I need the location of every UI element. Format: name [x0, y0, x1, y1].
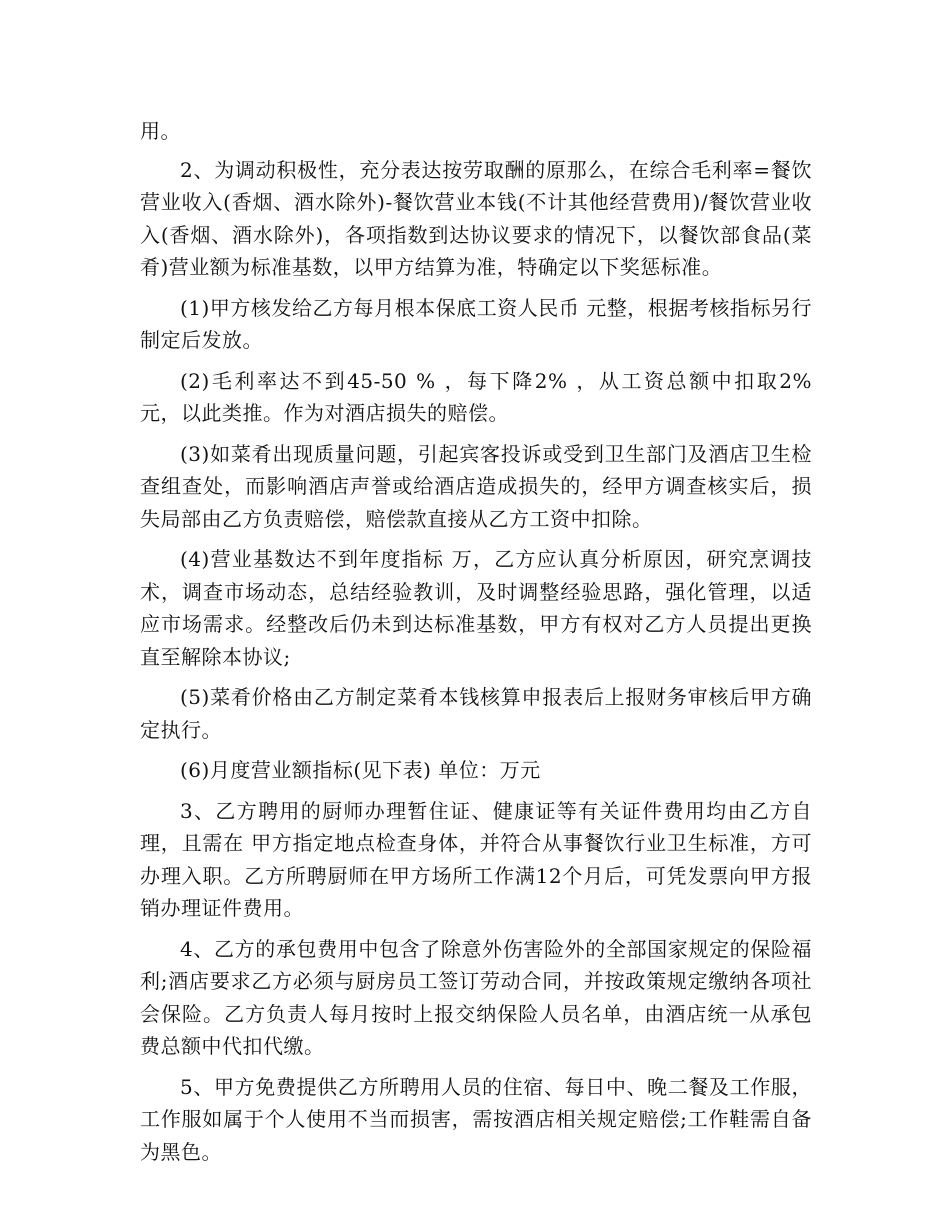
- paragraph-item-3: (3)如菜肴出现质量问题，引起宾客投诉或受到卫生部门及酒店卫生检查组查处，而影响酒店声誉或给酒店造成损失的，经甲方调查核实后，损失局部由乙方负责赔偿，赔偿款直接从乙方工资中扣除。: [140, 441, 812, 531]
- document-body: [140, 115, 812, 1176]
- paragraph-item-5: (5)菜肴价格由乙方制定菜肴本钱核算申报表后上报财务审核后甲方确定执行。: [140, 685, 812, 742]
- paragraph-clause-4: 4、乙方的承包费用中包含了除意外伤害险外的全部国家规定的保险福利;酒店要求乙方必须与厨房员工签订劳动合同，并按政策规定缴纳各项社会保险。乙方负责人每月按时上报交纳保险人员名单，由酒店统一从承包费总额中代扣代缴。: [140, 936, 812, 1058]
- paragraph-clause-2: 2、为调动积极性，充分表达按劳取酬的原那么，在综合毛利率=餐饮营业收入(香烟、酒水除外)-餐饮营业本钱(不计其他经营费用)/餐饮营业收入(香烟、酒水除外)，各项指数到达协议要求的情况下，以餐饮部食品(菜肴)营业额为标准基数，以甲方结算为准，特确定以下奖惩标准。: [140, 157, 812, 279]
- paragraph-clause-3: 3、乙方聘用的厨师办理暂住证、健康证等有关证件费用均由乙方自理，且需在 甲方指定地点检查身体，并符合从事餐饮行业卫生标准，方可办理入职。乙方所聘厨师在甲方场所工作满12个月后，可凭发票向甲方报销办理证件费用。: [140, 798, 812, 920]
- paragraph-item-1: (1)甲方核发给乙方每月根本保底工资人民币 元整，根据考核指标另行制定后发放。: [140, 295, 812, 352]
- paragraph-clause-5: 5、甲方免费提供乙方所聘用人员的住宿、每日中、晚二餐及工作服，工作服如属于个人使用不当而损害，需按酒店相关规定赔偿;工作鞋需自备为黑色。: [140, 1074, 812, 1164]
- paragraph-item-6: (6)月度营业额指标(见下表) 单位：万元: [180, 758, 541, 782]
- paragraph-item-2: (2)毛利率达不到45-50 % ，每下降2% ，从工资总额中扣取2% 元，以此类推。作为对酒店损失的赔偿。: [140, 368, 812, 425]
- paragraph-continuation: 用。: [140, 119, 181, 143]
- paragraph-item-4: (4)营业基数达不到年度指标 万，乙方应认真分析原因，研究烹调技术，调查市场动态，总结经验教训，及时调整经验思路，强化管理，以适应市场需求。经整改后仍未到达标准基数，甲方有权对乙方人员提出更换直至解除本协议;: [140, 547, 812, 669]
